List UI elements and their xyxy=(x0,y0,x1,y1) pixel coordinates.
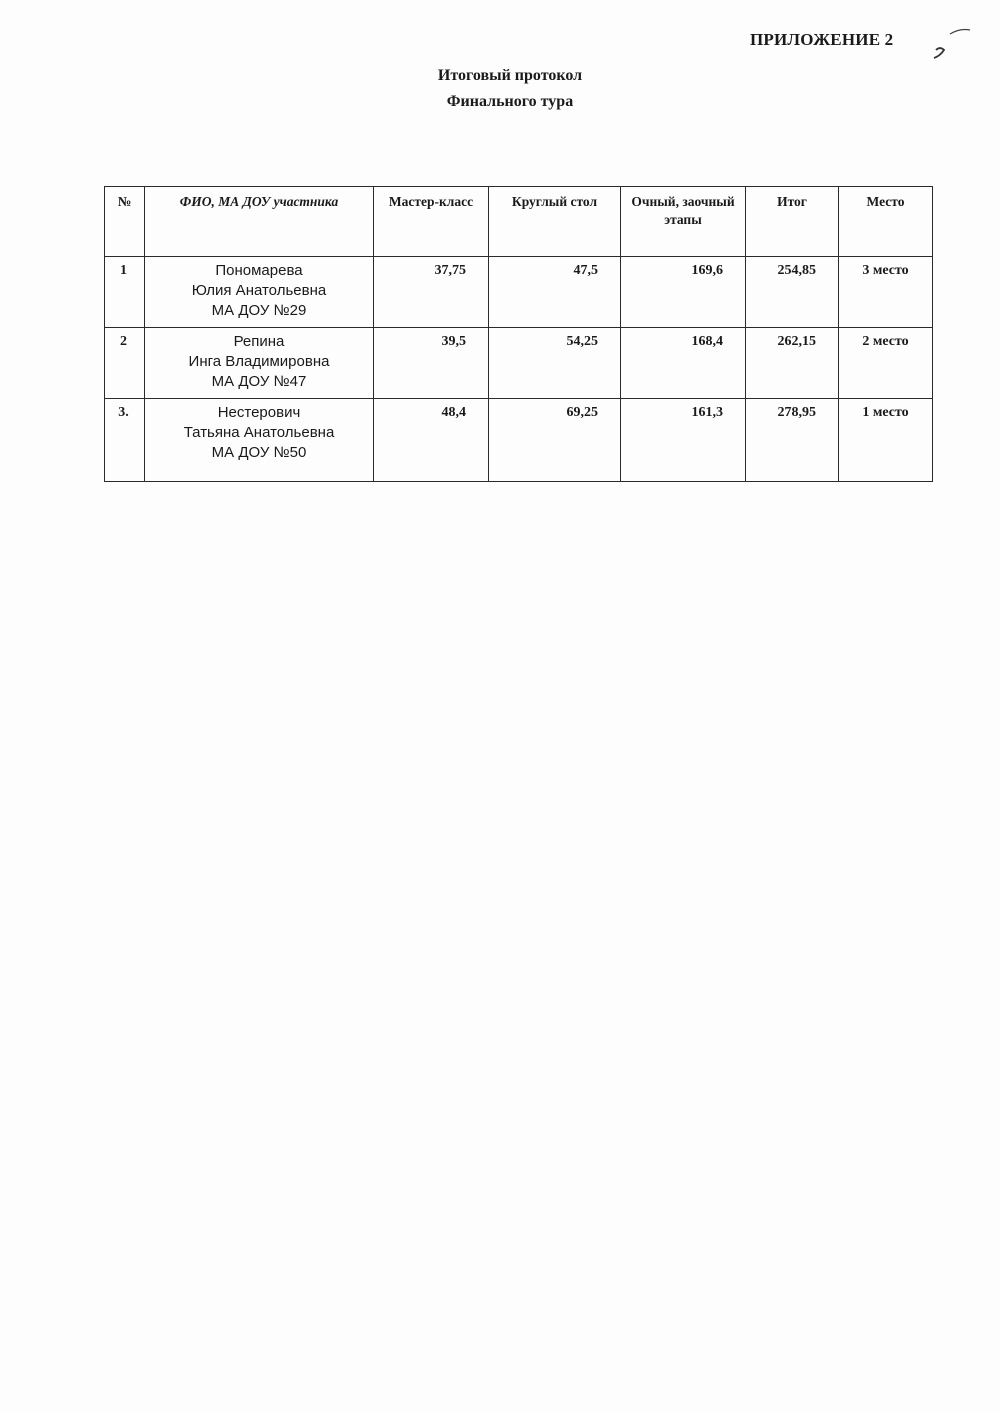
row-number: 2 xyxy=(105,328,145,399)
table-header-row xyxy=(105,187,933,257)
row-number: 3. xyxy=(105,399,145,482)
master-class-score: 37,75 xyxy=(374,257,489,328)
participant-cell xyxy=(145,328,374,399)
table-row xyxy=(105,328,933,399)
participant-surname: Нестерович xyxy=(217,404,301,421)
table-row xyxy=(105,399,933,482)
round-table-score: 47,5 xyxy=(489,257,621,328)
stages-score: 161,3 xyxy=(621,399,746,482)
participant-given-names: Татьяна Анатольевна xyxy=(183,424,335,441)
column-header-total: Итог xyxy=(746,187,839,257)
document-title xyxy=(0,63,1000,115)
column-header-round-table: Круглый стол xyxy=(489,187,621,257)
title-line-1: Итоговый протокол xyxy=(437,67,583,84)
total-score: 262,15 xyxy=(746,328,839,399)
title-line-2: Финального тура xyxy=(446,93,574,110)
participant-organization: МА ДОУ №50 xyxy=(211,444,307,461)
place-value: 3 место xyxy=(839,257,933,328)
participant-surname: Репина xyxy=(233,333,285,350)
stages-score: 168,4 xyxy=(621,328,746,399)
participant-cell xyxy=(145,257,374,328)
row-number: 1 xyxy=(105,257,145,328)
total-score: 278,95 xyxy=(746,399,839,482)
table-row xyxy=(105,257,933,328)
column-header-stages: Очный, заочный этапы xyxy=(621,187,746,257)
column-header-master-class: Мастер-класс xyxy=(374,187,489,257)
master-class-score: 48,4 xyxy=(374,399,489,482)
round-table-score: 69,25 xyxy=(489,399,621,482)
participant-organization: МА ДОУ №47 xyxy=(211,373,307,390)
participant-given-names: Инга Владимировна xyxy=(188,353,330,370)
participant-given-names: Юлия Анатольевна xyxy=(191,282,327,299)
master-class-score: 39,5 xyxy=(374,328,489,399)
participant-cell xyxy=(145,399,374,482)
total-score: 254,85 xyxy=(746,257,839,328)
participant-organization: МА ДОУ №29 xyxy=(211,302,307,319)
column-header-place: Место xyxy=(839,187,933,257)
stages-score: 169,6 xyxy=(621,257,746,328)
place-value: 2 место xyxy=(839,328,933,399)
column-header-number: № xyxy=(105,187,145,257)
results-table xyxy=(104,186,933,482)
round-table-score: 54,25 xyxy=(489,328,621,399)
column-header-participant: ФИО, МА ДОУ участника xyxy=(145,187,374,257)
place-value: 1 место xyxy=(839,399,933,482)
handwritten-mark-icon xyxy=(930,20,980,60)
appendix-label: ПРИЛОЖЕНИЕ 2 xyxy=(750,30,894,49)
participant-surname: Пономарева xyxy=(215,262,303,279)
